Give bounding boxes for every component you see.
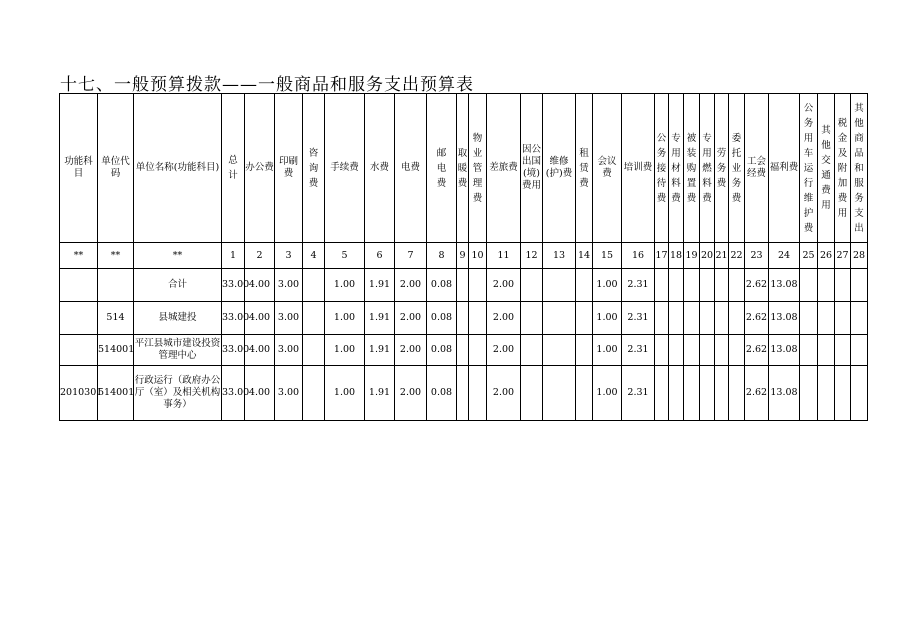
table-cell: 1.91 [365,302,395,335]
column-header [245,94,275,243]
column-index: 21 [715,243,729,269]
column-header [487,94,521,243]
table-cell [729,335,745,366]
column-header [365,94,395,243]
column-header [835,94,851,243]
column-header [222,94,245,243]
table-cell: 3.00 [275,269,303,302]
table-cell: 2.62 [745,269,769,302]
table-cell [835,335,851,366]
table-cell: 2.62 [745,302,769,335]
column-header-label: 物业管理费 [472,132,483,204]
header-row [60,94,868,243]
column-header [457,94,469,243]
column-header [851,94,868,243]
table-cell: 2.00 [487,269,521,302]
table-cell [457,335,469,366]
column-header-label: 差旅费 [489,162,518,173]
column-header-label: 其他商品和服务支出 [854,102,864,234]
column-index: ** [134,243,222,269]
column-header-label: 公务用车运行维护费 [803,102,814,234]
budget-table [59,93,868,421]
table-cell [457,269,469,302]
column-header-label: 总计 [228,155,238,181]
column-header [469,94,487,243]
table-cell: 0.08 [427,366,457,421]
table-cell [669,302,684,335]
column-index: 25 [800,243,818,269]
table-cell [684,302,700,335]
table-cell: 13.08 [769,335,800,366]
column-index: 2 [245,243,275,269]
table-cell: 4.00 [245,269,275,302]
column-header [745,94,769,243]
column-index: 14 [576,243,593,269]
table-cell: 2.00 [395,335,427,366]
table-cell [543,302,576,335]
table-cell: 2.00 [487,302,521,335]
table-cell [521,302,543,335]
column-index: 20 [700,243,715,269]
table-cell [715,302,729,335]
table-cell [851,269,868,302]
table-cell [851,366,868,421]
column-index: 10 [469,243,487,269]
column-index: 11 [487,243,521,269]
table-cell [60,302,98,335]
table-cell: 1.00 [325,302,365,335]
table-cell [729,366,745,421]
table-cell [818,366,835,421]
column-index: 28 [851,243,868,269]
column-header [769,94,800,243]
table-cell [800,269,818,302]
table-cell: 33.00 [222,366,245,421]
column-header [729,94,745,243]
table-cell: 0.08 [427,335,457,366]
table-cell [543,269,576,302]
table-cell [521,366,543,421]
index-row [60,243,868,269]
table-cell: 2.00 [395,366,427,421]
table-cell: 县城建投 [134,302,222,335]
table-cell [715,366,729,421]
column-header-label: 咨询费 [308,147,319,189]
column-header-label: 因公出国(境)费用 [521,144,541,191]
column-header [427,94,457,243]
column-header [700,94,715,243]
table-cell [800,302,818,335]
table-cell [655,302,669,335]
column-header-label: 取暖费 [457,147,468,189]
table-cell [684,366,700,421]
column-index: 24 [769,243,800,269]
table-cell: 4.00 [245,366,275,421]
column-header [60,94,98,243]
table-cell [800,335,818,366]
column-header [275,94,303,243]
table-cell [715,269,729,302]
column-header [325,94,365,243]
table-cell: 33.00 [222,269,245,302]
table-cell [684,269,700,302]
table-cell: 13.08 [769,269,800,302]
column-header [593,94,622,243]
table-cell [469,335,487,366]
table-cell [303,269,325,302]
table-cell [576,335,593,366]
column-index: 4 [303,243,325,269]
column-header-label: 水费 [369,162,389,173]
table-cell: 2.00 [487,335,521,366]
table-cell [655,366,669,421]
column-header [684,94,700,243]
column-header-label: 会议费 [597,156,617,179]
table-cell [729,269,745,302]
table-cell [543,366,576,421]
column-index: ** [98,243,134,269]
column-header-label: 印刷费 [278,156,298,179]
table-cell: 4.00 [245,302,275,335]
column-index: 27 [835,243,851,269]
table-cell: 1.00 [593,366,622,421]
column-index: 23 [745,243,769,269]
column-header [576,94,593,243]
table-cell: 2.31 [622,366,655,421]
table-cell: 行政运行（政府办公厅（室）及相关机构事务） [134,366,222,421]
table-cell: 合计 [134,269,222,302]
column-index: 3 [275,243,303,269]
table-cell [303,302,325,335]
table-cell: 2.00 [395,302,427,335]
column-index: 22 [729,243,745,269]
table-cell [835,366,851,421]
table-body [60,269,868,421]
table-cell [715,335,729,366]
table-cell [576,269,593,302]
column-header [303,94,325,243]
table-cell: 1.91 [365,366,395,421]
table-cell: 2.31 [622,302,655,335]
column-index: 9 [457,243,469,269]
table-cell [851,302,868,335]
column-index: 17 [655,243,669,269]
table-cell [729,302,745,335]
table-cell [576,302,593,335]
table-cell [669,269,684,302]
table-cell [851,335,868,366]
column-header [818,94,835,243]
column-header-label: 租赁费 [579,147,589,189]
table-cell [98,269,134,302]
column-header [521,94,543,243]
table-cell: 3.00 [275,302,303,335]
table-cell [835,302,851,335]
table-cell [700,269,715,302]
table-cell [818,269,835,302]
table-row [60,269,868,302]
table-cell: 33.00 [222,335,245,366]
column-header-label: 办公费 [245,162,274,173]
table-cell: 1.00 [593,302,622,335]
column-index: 7 [395,243,427,269]
table-cell [469,366,487,421]
table-cell [684,335,700,366]
table-cell: 2010301 [60,366,98,421]
table-cell: 1.00 [325,366,365,421]
column-index: 18 [669,243,684,269]
column-header-label: 税金及附加费用 [837,117,848,219]
table-cell: 4.00 [245,335,275,366]
table-cell: 0.08 [427,302,457,335]
table-cell [469,269,487,302]
table-cell: 2.31 [622,335,655,366]
table-cell: 2.31 [622,269,655,302]
column-header-label: 被装购置费 [686,132,697,204]
table-row [60,302,868,335]
column-header-label: 手续费 [330,162,359,173]
table-cell [521,269,543,302]
table-cell [521,335,543,366]
column-header-label: 福利费 [769,162,799,173]
table-cell: 1.00 [325,269,365,302]
table-cell: 2.00 [395,269,427,302]
table-cell: 1.91 [365,335,395,366]
page-title: 十七、一般预算拨款——一般商品和服务支出预算表 [60,75,474,95]
table-cell [835,269,851,302]
column-header [622,94,655,243]
column-header-label: 维修(护)费 [545,156,573,179]
table-cell [469,302,487,335]
table-row [60,366,868,421]
column-index: 19 [684,243,700,269]
table-cell: 3.00 [275,335,303,366]
column-index: 8 [427,243,457,269]
column-index: 6 [365,243,395,269]
table-cell: 1.00 [325,335,365,366]
table-cell [303,366,325,421]
table-cell [700,302,715,335]
table-cell [576,366,593,421]
column-header [715,94,729,243]
column-header-label: 专用燃料费 [702,132,712,204]
column-header-label: 单位名称(功能科目) [135,162,220,173]
table-row [60,335,868,366]
column-header [543,94,576,243]
column-header [134,94,222,243]
table-cell: 2.62 [745,366,769,421]
table-cell [700,366,715,421]
table-cell: 1.91 [365,269,395,302]
column-index: 16 [622,243,655,269]
table-cell [669,366,684,421]
column-header-label: 公务接待费 [656,132,667,204]
table-cell [700,335,715,366]
column-index: 26 [818,243,835,269]
table-cell: 514001 [98,335,134,366]
column-header [669,94,684,243]
table-cell [655,269,669,302]
column-index: 12 [521,243,543,269]
column-header-label: 工会经费 [746,156,766,179]
table-cell: 1.00 [593,335,622,366]
column-header [98,94,134,243]
column-header-label: 其他交通费用 [821,125,831,211]
table-cell [457,366,469,421]
column-index: 5 [325,243,365,269]
column-index: ** [60,243,98,269]
column-header-label: 劳务费 [716,147,727,189]
column-header-label: 功能科目 [64,156,93,179]
table-cell [60,335,98,366]
table-cell: 13.08 [769,366,800,421]
column-header [655,94,669,243]
table-cell [457,302,469,335]
column-header-label: 委托业务费 [731,132,742,204]
table-cell: 33.00 [222,302,245,335]
table-cell [303,335,325,366]
table-cell: 514001 [98,366,134,421]
table-cell [655,335,669,366]
column-header-label: 邮电费 [436,147,447,189]
table-cell: 3.00 [275,366,303,421]
column-index: 15 [593,243,622,269]
table-cell [669,335,684,366]
table-cell [818,302,835,335]
column-header-label: 单位代码 [101,156,130,179]
column-header [395,94,427,243]
table-cell: 514 [98,302,134,335]
column-header-label: 专用材料费 [671,132,681,204]
column-header [800,94,818,243]
table-cell [60,269,98,302]
column-header-label: 电费 [400,162,420,173]
column-index: 1 [222,243,245,269]
table-cell: 13.08 [769,302,800,335]
table-cell: 1.00 [593,269,622,302]
table-cell: 2.62 [745,335,769,366]
table-cell [800,366,818,421]
table-cell: 2.00 [487,366,521,421]
table-cell [818,335,835,366]
column-index: 13 [543,243,576,269]
table-cell: 平江县城市建设投资管理中心 [134,335,222,366]
column-header-label: 培训费 [623,162,653,173]
table-cell [543,335,576,366]
table-cell: 0.08 [427,269,457,302]
